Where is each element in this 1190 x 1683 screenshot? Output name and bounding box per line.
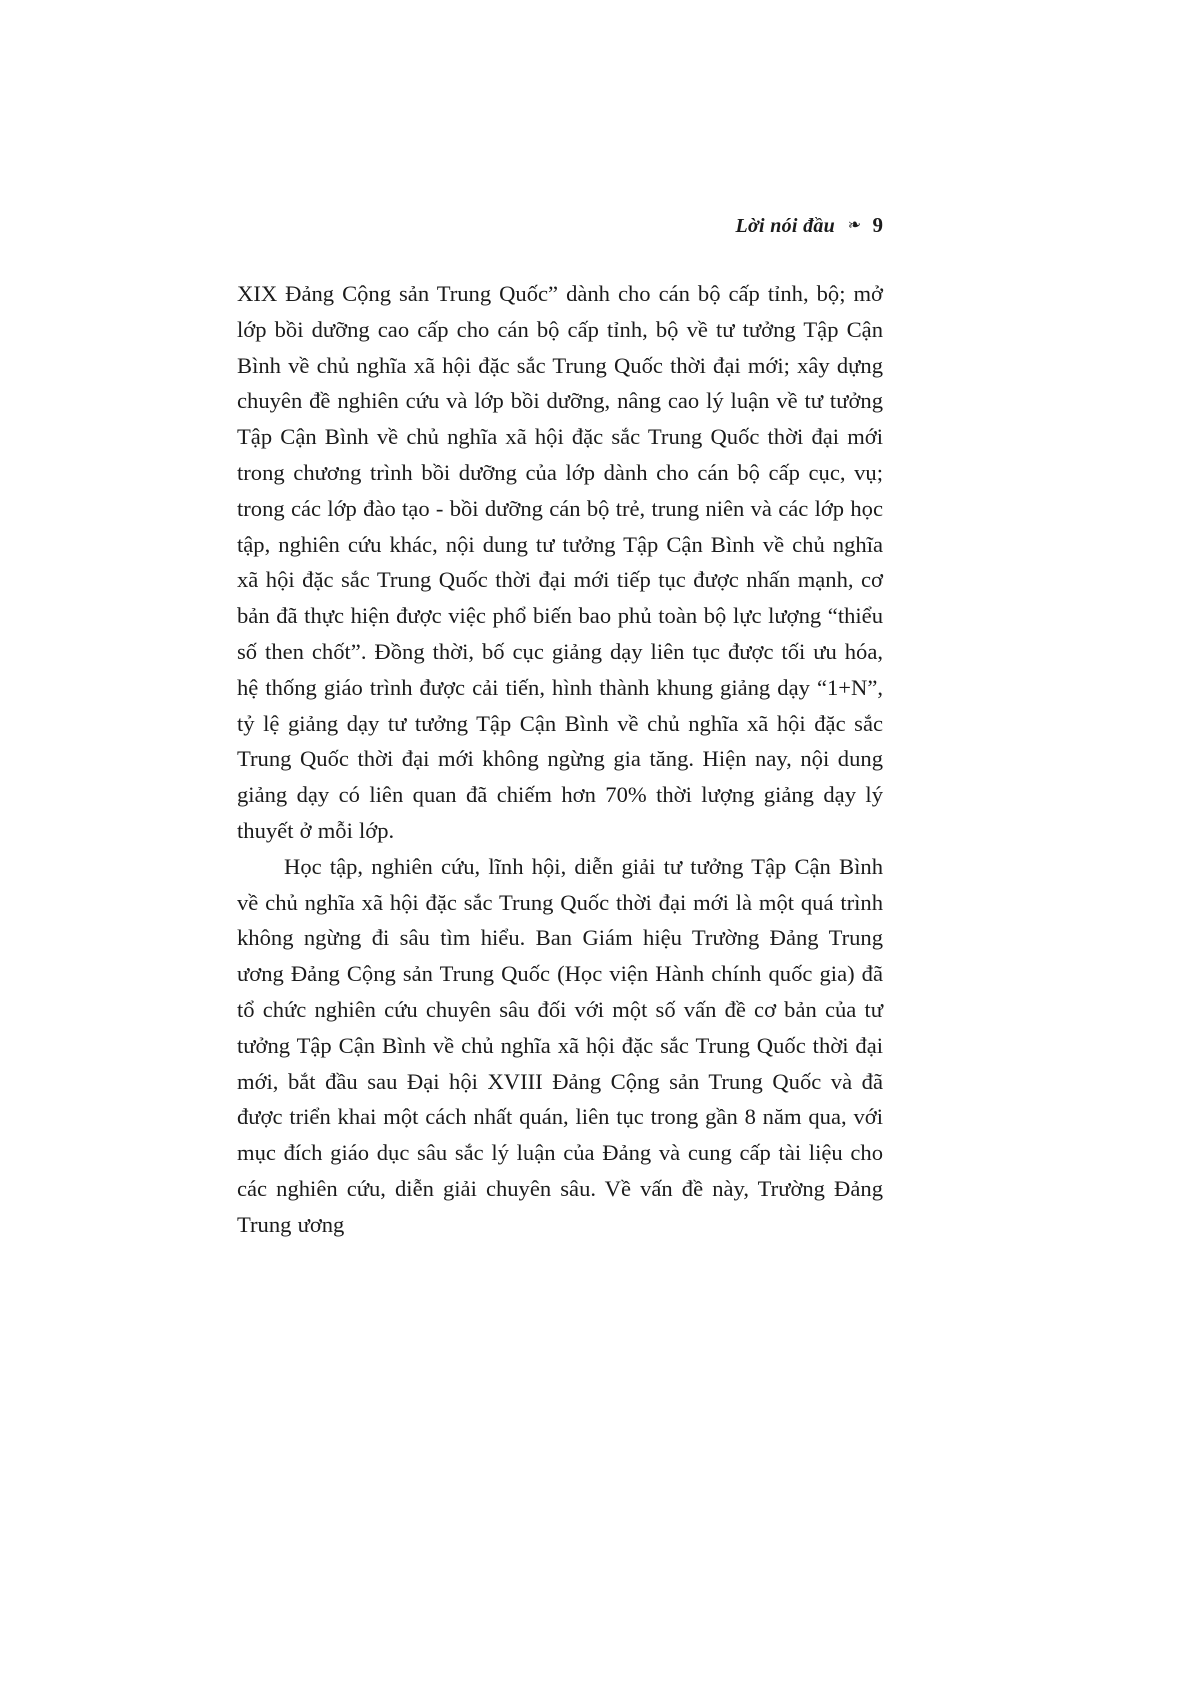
paragraph-second: Học tập, nghiên cứu, lĩnh hội, diễn giải tư tưởng Tập Cận Bình về chủ nghĩa xã hội đặc sắc Trung Quốc thời đại mới là một quá trình không ngừng đi sâu tìm hiểu. Ban Giám hiệu Trường Đảng Trung ương Đảng Cộng sản Trung Quốc (Học viện Hành chính quốc gia) đã tổ chức nghiên cứu chuyên sâu đối với một số vấn đề cơ bản của tư tưởng Tập Cận Bình về chủ nghĩa xã hội đặc sắc Trung Quốc thời đại mới, bắt đầu sau Đại hội XVIII Đảng Cộng sản Trung Quốc và đã được triển khai một cách nhất quán, liên tục trong gần 8 năm qua, với mục đích giáo dục sâu sắc lý luận của Đảng và cung cấp tài liệu cho các nghiên cứu, diễn giải chuyên sâu. Về vấn đề này, Trường Đảng Trung ương — [237, 853, 883, 1237]
paragraph-continuation: XIX Đảng Cộng sản Trung Quốc” dành cho cán bộ cấp tỉnh, bộ; mở lớp bồi dưỡng cao cấp cho cán bộ cấp tỉnh, bộ về tư tưởng Tập Cận Bình về chủ nghĩa xã hội đặc sắc Trung Quốc thời đại mới; xây dựng chuyên đề nghiên cứu và lớp bồi dưỡng, nâng cao lý luận về tư tưởng Tập Cận Bình về chủ nghĩa xã hội đặc sắc Trung Quốc thời đại mới trong chương trình bồi dưỡng của lớp dành cho cán bộ cấp cục, vụ; trong các lớp đào tạo - bồi dưỡng cán bộ trẻ, trung niên và các lớp học tập, nghiên cứu khác, nội dung tư tưởng Tập Cận Bình về chủ nghĩa xã hội đặc sắc Trung Quốc thời đại mới tiếp tục được nhấn mạnh, cơ bản đã thực hiện được việc phổ biến bao phủ toàn bộ lực lượng “thiểu số then chốt”. Đồng thời, bố cục giảng dạy liên tục được tối ưu hóa, hệ thống giáo trình được cải tiến, hình thành khung giảng dạy “1+N”, tỷ lệ giảng dạy tư tưởng Tập Cận Bình về chủ nghĩa xã hội đặc sắc Trung Quốc thời đại mới không ngừng gia tăng. Hiện nay, nội dung giảng dạy có liên quan đã chiếm hơn 70% thời lượng giảng dạy lý thuyết ở mỗi lớp. — [237, 281, 883, 843]
page-number: 9 — [872, 213, 883, 237]
body-text-block — [237, 276, 883, 1243]
running-header — [237, 213, 883, 238]
running-header-title: Lời nói đầu — [735, 215, 836, 237]
header-fleuron-icon: ❧ — [846, 216, 863, 235]
